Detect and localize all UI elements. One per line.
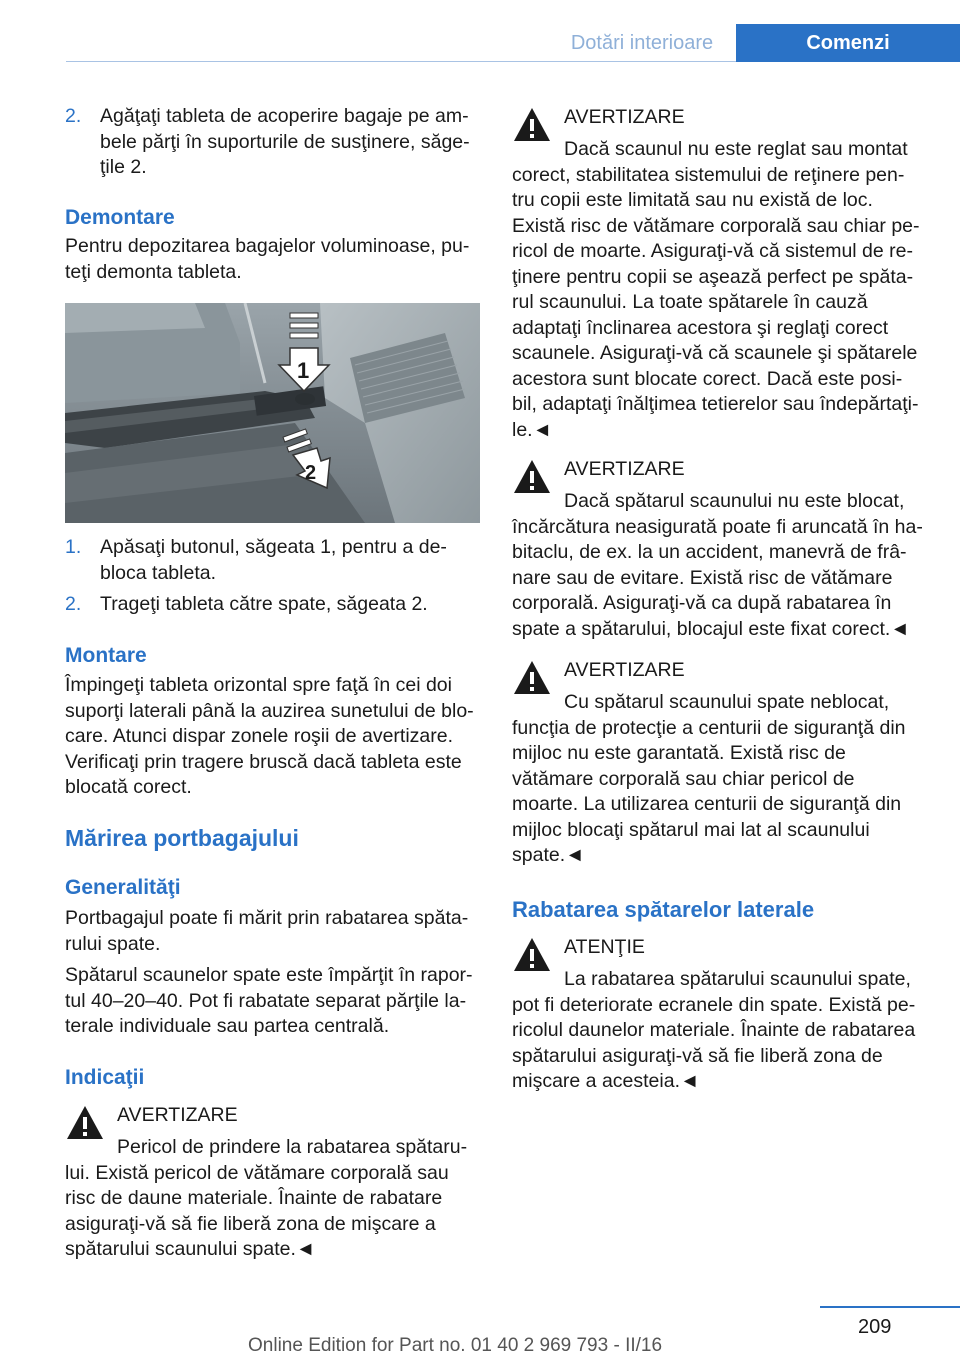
warning-label: AVERTIZARE <box>564 106 685 128</box>
header-section-tab: Dotări interioare <box>570 32 714 54</box>
step-text: bloca tableta. <box>100 561 217 584</box>
step-text: bele părţi în suporturile de susţinere, săge‐ <box>100 130 470 153</box>
caution-text: pot fi deteriorate ecranele din spate. Există pe‐ <box>512 993 916 1016</box>
footer-edition: Online Edition for Part no. 01 40 2 969 793 - II/16 <box>248 1335 663 1356</box>
warning-text: adaptaţi înclinarea acestora şi reglaţi corect <box>512 316 889 339</box>
header-rule <box>66 61 736 62</box>
heading-rabatarea: Rabatarea spătarelor laterale <box>512 897 815 922</box>
heading-indicatii: Indicaţii <box>65 1066 145 1089</box>
warning-text: risc de daune materiale. Înainte de rabatare <box>65 1187 443 1209</box>
step-text: Apăsaţi butonul, săgeata 1, pentru a de‐ <box>100 536 447 558</box>
heading-marire-portbagaj: Mărirea portbagajului <box>65 825 299 851</box>
figure-label-2: 2 <box>305 462 317 484</box>
trunk-cover-drawing <box>65 303 480 523</box>
warning-label: AVERTIZARE <box>564 659 685 681</box>
paragraph: terale individuale sau partea centrală. <box>65 1015 390 1037</box>
warning-text: încărcătura neasigurată poate fi aruncată în ha‐ <box>512 515 923 538</box>
paragraph: suporţi laterali până la auzirea sunetului de blo‐ <box>65 699 474 722</box>
warning-text: scaunele. Asiguraţi-vă că scaunele şi spătarele <box>512 342 918 364</box>
warning-text: mijloc blocaţi spătarul mai lat al scaunului <box>512 818 870 841</box>
trunk-cover-illustration <box>65 303 480 523</box>
warning-text: Cu spătarul scaunului spate neblocat, <box>564 691 890 713</box>
footer-rule <box>820 1306 960 1308</box>
page-number: 209 <box>858 1316 892 1338</box>
step-number: 2. <box>65 105 82 127</box>
paragraph: Împingeţi tableta orizontal spre faţă în cei doi <box>65 674 452 696</box>
warning-text: Pericol de prindere la rabatarea spătaru‐ <box>117 1136 468 1158</box>
step-text: Trageţi tableta către spate, săgeata 2. <box>100 593 428 615</box>
caution-text: mişcare a acesteia.◄ <box>512 1070 700 1092</box>
warning-text: spate.◄ <box>512 844 585 866</box>
warning-text: spătarului scaunului spate.◄ <box>65 1238 316 1260</box>
heading-demontare: Demontare <box>65 206 175 229</box>
paragraph: care. Atunci dispar zonele roşii de avertizare. <box>65 725 454 747</box>
warning-text: tru copii este limitată sau nu există de loc. <box>512 189 873 211</box>
paragraph: Spătarul scaunelor spate este împărţit în rapor‐ <box>65 964 473 986</box>
warning-text: Există risc de vătămare corporală sau chiar pe‐ <box>512 214 920 237</box>
warning-text: acestora sunt blocate corect. Dacă este posi‐ <box>512 367 903 390</box>
warning-triangle-icon <box>512 658 552 698</box>
warning-text: bitaclu, de ex. la un accident, manevră de frâ‐ <box>512 541 907 563</box>
warning-text: funcţia de protecţie a centurii de siguranţă din <box>512 716 906 739</box>
paragraph: Pentru depozitarea bagajelor voluminoase, pu‐ <box>65 235 470 257</box>
warning-text: corect, stabilitatea sistemului de reţinere pen‐ <box>512 163 905 186</box>
warning-text: bil, adaptaţi înălţimea tetierelor sau îndepărtaţi‐ <box>512 393 919 415</box>
step-number: 1. <box>65 536 82 558</box>
warning-text: le.◄ <box>512 418 552 441</box>
caution-text: spătarului asiguraţi-vă să fie liberă zona de <box>512 1044 883 1067</box>
warning-text: vătămare corporală sau chiar pericol de <box>512 767 855 790</box>
paragraph: Portbagajul poate fi mărit prin rabatarea spăta‐ <box>65 907 469 929</box>
paragraph: blocată corect. <box>65 776 192 798</box>
warning-text: ţinere pentru copii se aşează perfect pe spăta‐ <box>512 265 914 288</box>
warning-text: Dacă spătarul scaunului nu este blocat, <box>564 490 905 512</box>
paragraph: tul 40–20–40. Pot fi rabatate separat părţile la‐ <box>65 989 467 1012</box>
figure-label-1: 1 <box>297 358 310 383</box>
header-chapter-tab: Comenzi <box>736 24 960 62</box>
caution-text: La rabatarea spătarului scaunului spate, <box>564 968 911 990</box>
heading-montare: Montare <box>65 644 147 667</box>
paragraph: rului spate. <box>65 932 161 955</box>
step-number: 2. <box>65 593 82 615</box>
warning-text: rul scaunului. La toate spătarele în cauză <box>512 291 868 313</box>
step-text: Agăţaţi tableta de acoperire bagaje pe am‐ <box>100 105 469 127</box>
warning-triangle-icon <box>512 935 552 975</box>
warning-text: Dacă scaunul nu este reglat sau montat <box>564 138 908 160</box>
warning-triangle-icon <box>65 1103 105 1143</box>
warning-triangle-icon <box>512 105 552 145</box>
warning-text: moarte. La utilizarea centurii de siguranţă din <box>512 793 902 815</box>
step-text: ţile 2. <box>100 156 147 178</box>
caution-text: ricolul daunelor materiale. Înainte de rabatarea <box>512 1019 916 1041</box>
warning-text: asiguraţi-vă să fie liberă zona de mişcare a <box>65 1212 436 1235</box>
warning-label: AVERTIZARE <box>564 458 685 480</box>
warning-text: nare sau de evitare. Există risc de vătămare <box>512 566 893 589</box>
caution-label: ATENŢIE <box>564 936 645 958</box>
paragraph: Verificaţi prin tragere bruscă dacă tableta este <box>65 750 462 773</box>
warning-triangle-icon <box>512 457 552 497</box>
warning-label: AVERTIZARE <box>117 1104 238 1126</box>
warning-text: spate a spătarului, blocajul este fixat corect.◄ <box>512 617 910 640</box>
warning-text: lui. Există pericol de vătămare corporală sau <box>65 1161 449 1184</box>
warning-text: ricol de moarte. Asiguraţi-vă că sistemul de re‐ <box>512 240 913 262</box>
heading-generalitati: Generalităţi <box>65 876 181 899</box>
paragraph: teţi demonta tableta. <box>65 260 242 283</box>
warning-text: mijloc nu este garantată. Există risc de <box>512 742 846 764</box>
warning-text: corporală. Asiguraţi-vă ca după rabatarea în <box>512 592 892 614</box>
